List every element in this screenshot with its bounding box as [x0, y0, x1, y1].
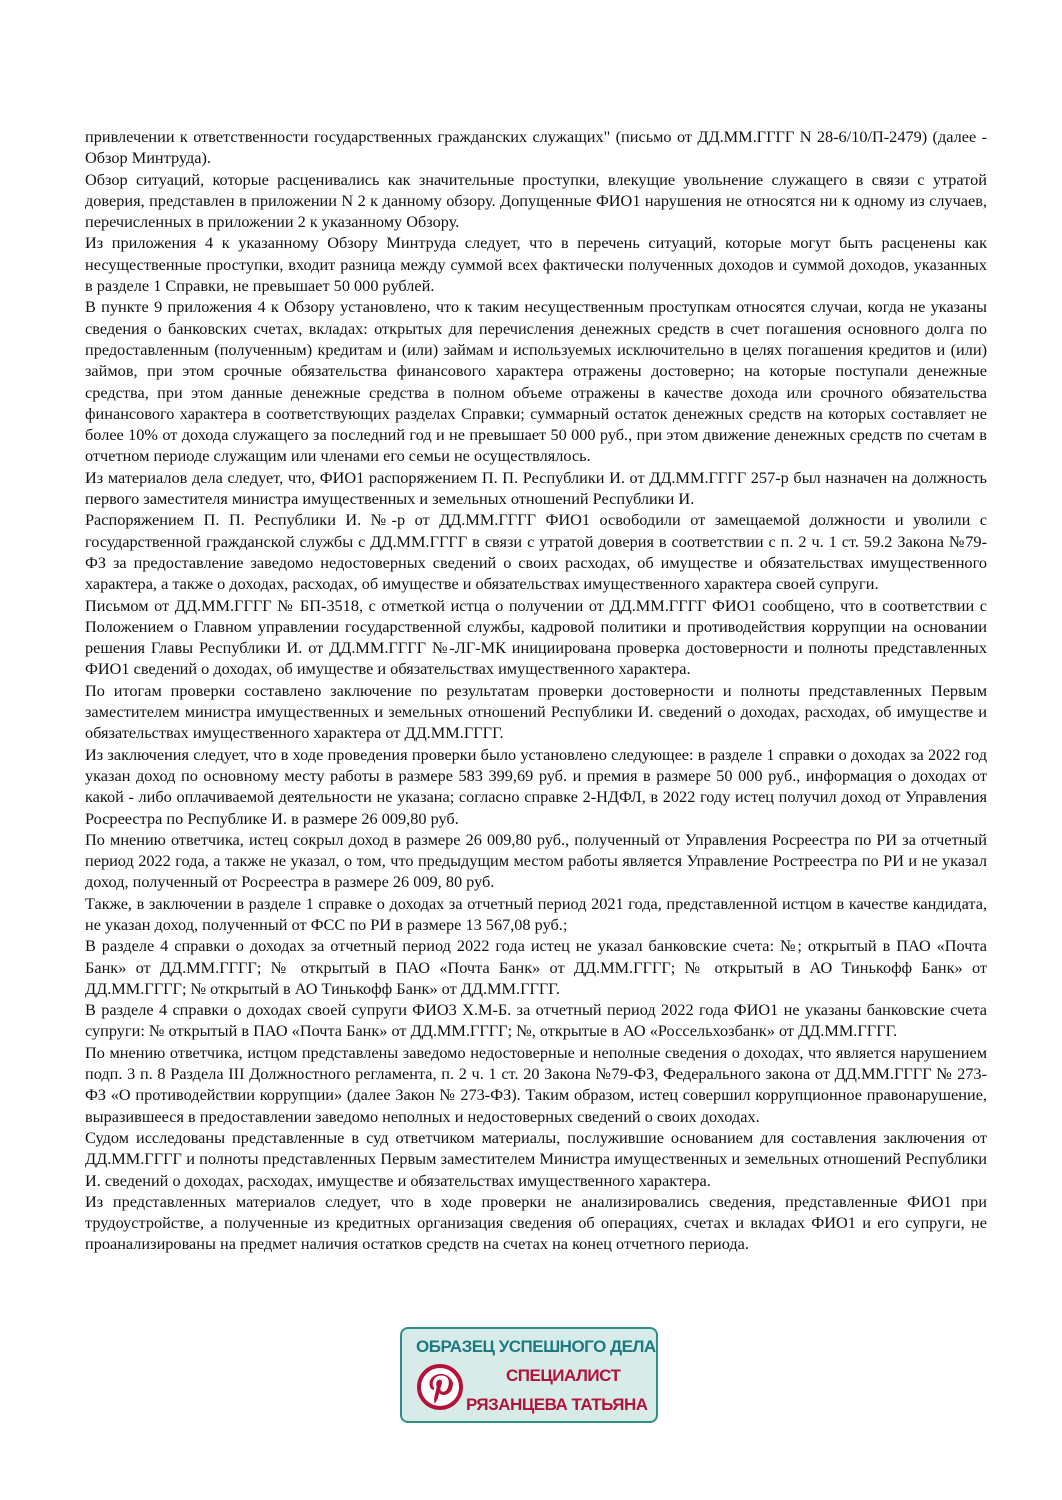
stamp-author: РЯЗАНЦЕВА ТАТЬЯНА [466, 1395, 648, 1414]
paragraph: Из представленных материалов следует, что в ходе проверки не анализировались сведения, представленные ФИО1 при трудоустройстве, а полученные из кредитных организация сведения об операциях, счетах и вкладах ФИО1 и его супруги, не проанализированы на предмет наличия остатков средств на счетах на конец отчетного периода. [85, 1191, 987, 1254]
paragraph: По мнению ответчика, истцом представлены заведомо недостоверные и неполные сведения о доходах, что является нарушением подп. 3 п. 8 Раздела III Должностного регламента, п. 2 ч. 1 ст. 20 Закона №79-ФЗ, Федерального закона от ДД.ММ.ГГГГ № 273-ФЗ «О противодействии коррупции» (далее Закон № 273-ФЗ). Таким образом, истец совершил коррупционное правонарушение, выразившееся в предоставлении заведомо неполных и недостоверных сведений о своих доходах. [85, 1042, 987, 1126]
paragraph: Из заключения следует, что в ходе проведения проверки было установлено следующее: в разделе 1 справки о доходах за 2022 год указан доход по основному месту работы в размере 583 399,69 руб. и премия в размере 50 000 руб., информация о доходах от какой - либо оплачиваемой деятельности не указана; согласно справке 2-НДФЛ, в 2022 году истец получил доход от Управления Росреестра по Республике И. в размере 26 009,80 руб. [85, 744, 987, 828]
paragraph: Из материалов дела следует, что, ФИО1 распоряжением П. П. Республики И. от ДД.ММ.ГГГГ 257-р был назначен на должность первого заместителя министра имущественных и земельных отношений Республики И. [85, 467, 987, 509]
paragraph: Распоряжением П. П. Республики И. №-р от ДД.ММ.ГГГГ ФИО1 освободили от замещаемой должности и уволили с государственной гражданской службы с ДД.ММ.ГГГГ в связи с утратой доверия в соответствии с п. 2 ч. 1 ст. 59.2 Закона №79-ФЗ за предоставление заведомо недостоверных сведений о своих расходах, об имуществе и обязательствах имущественного характера, а также о доходах, расходах, об имуществе и обязательствах имущественного характера своей супруги. [85, 510, 987, 594]
paragraph: Из приложения 4 к указанному Обзору Минтруда следует, что в перечень ситуаций, которые могут быть расценены как несущественные проступки, входит разница между суммой всех фактически полученных доходов и суммой доходов, указанных в разделе 1 Справки, не превышает 50 000 рублей. [85, 233, 987, 296]
document-body [85, 126, 987, 1255]
stamp-badge [400, 1327, 662, 1427]
paragraph: Судом исследованы представленные в суд ответчиком материалы, послужившие основанием для составления заключения от ДД.ММ.ГГГГ и полноты представленных Первым заместителем Министра имущественных и земельных отношений Республики И. сведений о доходах, расходах, имуществе и обязательствах имущественного характера. [85, 1127, 987, 1190]
stamp-title: ОБРАЗЕЦ УСПЕШНОГО ДЕЛА [416, 1337, 656, 1356]
pinterest-icon [416, 1363, 464, 1411]
paragraph: В пункте 9 приложения 4 к Обзору установлено, что к таким несущественным проступкам относятся случаи, когда не указаны сведения о банковских счетах, вкладах: открытых для перечисления денежных средств в счет погашения основного долга по предоставленным (полученным) кредитам и (или) займам и используемых исключительно в целях погашения кредитов и (или) займов, при этом срочные обязательства финансового характера отражены достоверно; на которые поступали денежные средства, при этом данные денежные средства в полном объеме отражены в качестве дохода или срочного обязательства финансового характера в соответствующих разделах Справки; суммарный остаток денежных средств на которых составляет не более 10% от дохода служащего за последний год и не превышает 50 000 руб., при этом движение денежных средств по счетам в отчетном периоде служащим или членами его семьи не осуществлялось. [85, 297, 987, 466]
paragraph: По мнению ответчика, истец сокрыл доход в размере 26 009,80 руб., полученный от Управления Росреестра по РИ за отчетный период 2022 года, а также не указал, о том, что предыдущим местом работы является Управление Ростреестра по РИ и не указал доход, полученный от Росреестра в размере 26 009, 80 руб. [85, 829, 987, 892]
paragraph: Также, в заключении в разделе 1 справке о доходах за отчетный период 2021 года, представленной истцом в качестве кандидата, не указан доход, полученный от ФСС по РИ в размере 13 567,08 руб.; [85, 893, 987, 934]
paragraph: В разделе 4 справки о доходах своей супруги ФИО3 Х.М-Б. за отчетный период 2022 года ФИО1 не указаны банковские счета супруги: № открытый в ПАО «Почта Банк» от ДД.ММ.ГГГГ; №, открытые в АО «Россельхозбанк» от ДД.ММ.ГГГГ. [85, 1000, 987, 1041]
paragraph: По итогам проверки составлено заключение по результатам проверки достоверности и полноты представленных Первым заместителем министра имущественных и земельных отношений Республики И. сведений о доходах, расходах, об имуществе и обязательствах имущественного характера от ДД.ММ.ГГГГ. [85, 680, 987, 743]
paragraph: привлечении к ответственности государственных гражданских служащих" (письмо от ДД.ММ.ГГГГ N 28-6/10/П-2479) (далее - Обзор Минтруда). [85, 127, 987, 168]
paragraph: Обзор ситуаций, которые расценивались как значительные проступки, влекущие увольнение служащего в связи с утратой доверия, представлен в приложении N 2 к данному обзору. Допущенные ФИО1 нарушения не относятся ни к одному из случаев, перечисленных в приложении 2 к указанному Обзору. [85, 169, 987, 232]
stamp-subtitle: СПЕЦИАЛИСТ [506, 1366, 621, 1385]
stamp-frame [400, 1327, 658, 1423]
paragraph: Письмом от ДД.ММ.ГГГГ № БП-3518, с отметкой истца о получении от ДД.ММ.ГГГГ ФИО1 сообщено, что в соответствии с Положением о Главном управлении государственной службы, кадровой политики и противодействия коррупции на основании решения Главы Республики И. от ДД.ММ.ГГГГ №-ЛГ-МК инициирована проверка достоверности и полноты представленных ФИО1 сведений о доходах, об имуществе и обязательствах имущественного характера. [85, 595, 987, 679]
paragraph: В разделе 4 справки о доходах за отчетный период 2022 года истец не указал банковские счета: №; открытый в ПАО «Почта Банк» от ДД.ММ.ГГГГ; № открытый в ПАО «Почта Банк» от ДД.ММ.ГГГГ; № открытый в АО Тинькофф Банк» от ДД.ММ.ГГГГ; № открытый в АО Тинькофф Банк» от ДД.ММ.ГГГГ. [85, 936, 987, 998]
